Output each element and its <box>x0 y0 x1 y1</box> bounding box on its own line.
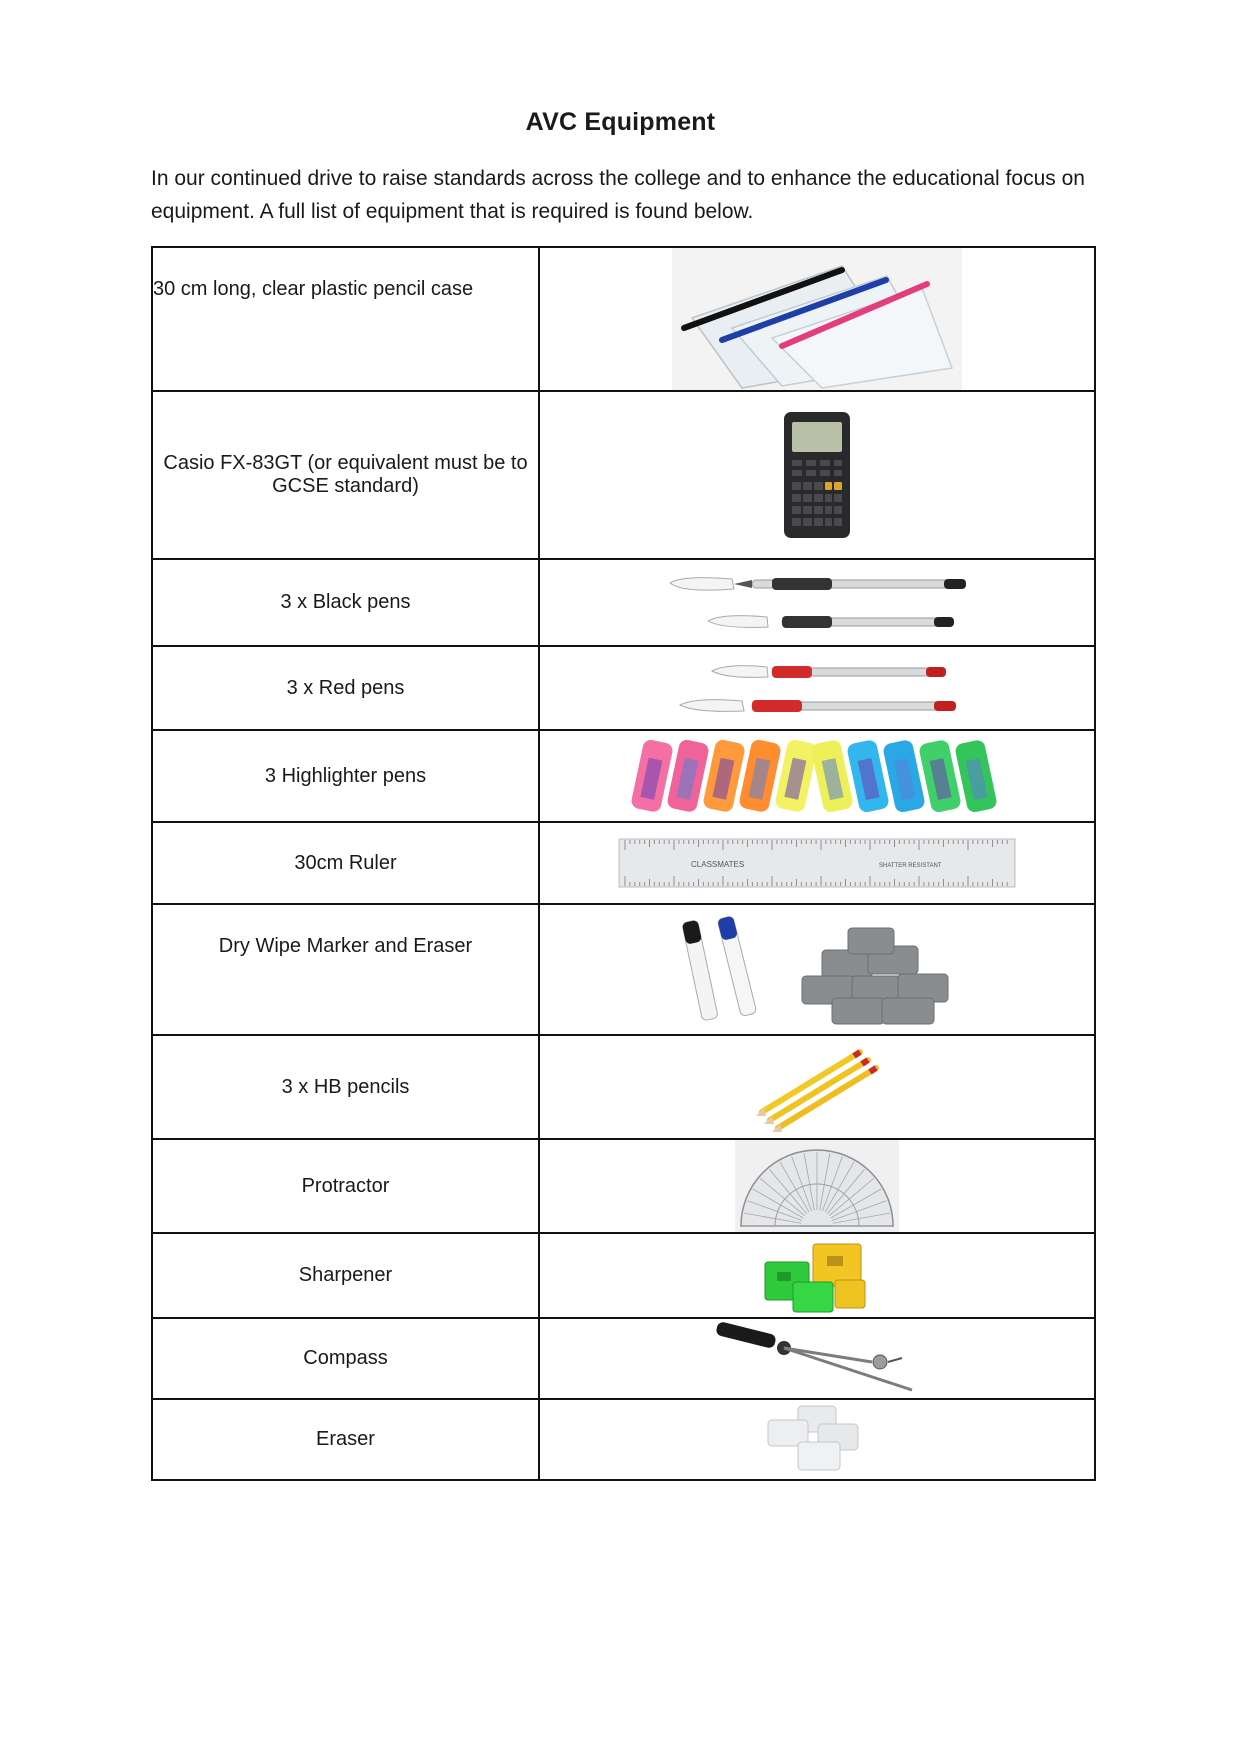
sharpener-icon <box>757 1236 877 1316</box>
item-label: 3 x HB pencils <box>281 1075 410 1098</box>
item-label-cell <box>152 1233 539 1318</box>
item-label-cell <box>152 1318 539 1399</box>
item-label: 3 Highlighter pens <box>264 764 427 787</box>
highlighter-pen <box>810 739 854 814</box>
item-image-cell <box>539 1233 1095 1318</box>
highlighter-pen <box>630 738 674 813</box>
marker-eraser-icon <box>672 910 962 1030</box>
item-label: Casio FX-83GT (or equivalent must be to GCSE standard) <box>163 452 528 497</box>
item-label: 3 x Red pens <box>286 676 405 699</box>
item-label-cell <box>152 1139 539 1233</box>
pencil-case-icon <box>672 248 962 390</box>
ruler-icon <box>617 837 1017 889</box>
highlighter-pen <box>954 739 998 814</box>
item-image-cell <box>539 559 1095 646</box>
item-label-cell <box>152 559 539 646</box>
table-row <box>152 247 1095 391</box>
highlighter-pen <box>846 739 890 814</box>
ruler-tag-text: SHATTER RESISTANT <box>879 863 942 869</box>
table-row <box>152 1318 1095 1399</box>
item-label: Eraser <box>316 1428 375 1450</box>
item-image-cell <box>539 730 1095 822</box>
table-row <box>152 559 1095 646</box>
table-row <box>152 1139 1095 1233</box>
ruler-brand-text: CLASSMATES <box>691 860 745 869</box>
highlighter-pen <box>774 738 818 813</box>
item-image-cell <box>539 1139 1095 1233</box>
table-row <box>152 1035 1095 1139</box>
item-image-cell <box>539 904 1095 1035</box>
item-image-cell <box>539 1399 1095 1480</box>
item-image-cell <box>539 1318 1095 1399</box>
item-image-cell <box>539 646 1095 730</box>
table-row <box>152 646 1095 730</box>
eraser-icon <box>762 1402 872 1478</box>
table-row <box>152 822 1095 904</box>
highlighter-pen <box>882 739 926 814</box>
black-pens-icon <box>662 563 972 643</box>
item-label: 3 x Black pens <box>280 591 411 613</box>
item-label: Compass <box>303 1347 388 1369</box>
pencils-icon <box>752 1042 882 1132</box>
document-title: AVC Equipment <box>525 108 716 136</box>
item-label-cell <box>152 730 539 822</box>
protractor-icon <box>735 1140 899 1232</box>
item-label: Dry Wipe Marker and Eraser <box>218 935 473 957</box>
red-pens-icon <box>672 649 962 727</box>
item-label-cell <box>152 1399 539 1480</box>
highlighter-pen <box>738 738 782 813</box>
item-label: 30 cm long, clear plastic pencil case <box>153 278 474 300</box>
highlighter-pen <box>702 738 746 813</box>
item-label-cell <box>152 1035 539 1139</box>
item-label-cell <box>152 646 539 730</box>
highlighters-icon <box>627 731 1007 821</box>
item-label-cell <box>152 822 539 904</box>
item-image-cell <box>539 1035 1095 1139</box>
item-label-cell <box>152 247 539 391</box>
item-label-cell <box>152 904 539 1035</box>
highlighter-pen <box>666 738 710 813</box>
item-image-cell <box>539 247 1095 391</box>
compass-icon <box>712 1322 922 1396</box>
calculator-icon <box>782 410 852 540</box>
table-row <box>152 391 1095 559</box>
item-label: Sharpener <box>298 1264 393 1286</box>
table-row <box>152 1233 1095 1318</box>
item-image-cell <box>539 391 1095 559</box>
item-label: 30cm Ruler <box>294 851 397 874</box>
highlighter-pen <box>918 739 962 814</box>
item-image-cell <box>539 822 1095 904</box>
item-label-cell <box>152 391 539 559</box>
equipment-table <box>151 246 1096 1481</box>
table-row <box>152 730 1095 822</box>
intro-paragraph: In our continued drive to raise standards across the college and to enhance the educational focus on equipment. A full list of equipment that is required is found below. <box>151 167 1085 223</box>
item-label: Protractor <box>301 1174 390 1197</box>
table-row <box>152 904 1095 1035</box>
table-row <box>152 1399 1095 1480</box>
